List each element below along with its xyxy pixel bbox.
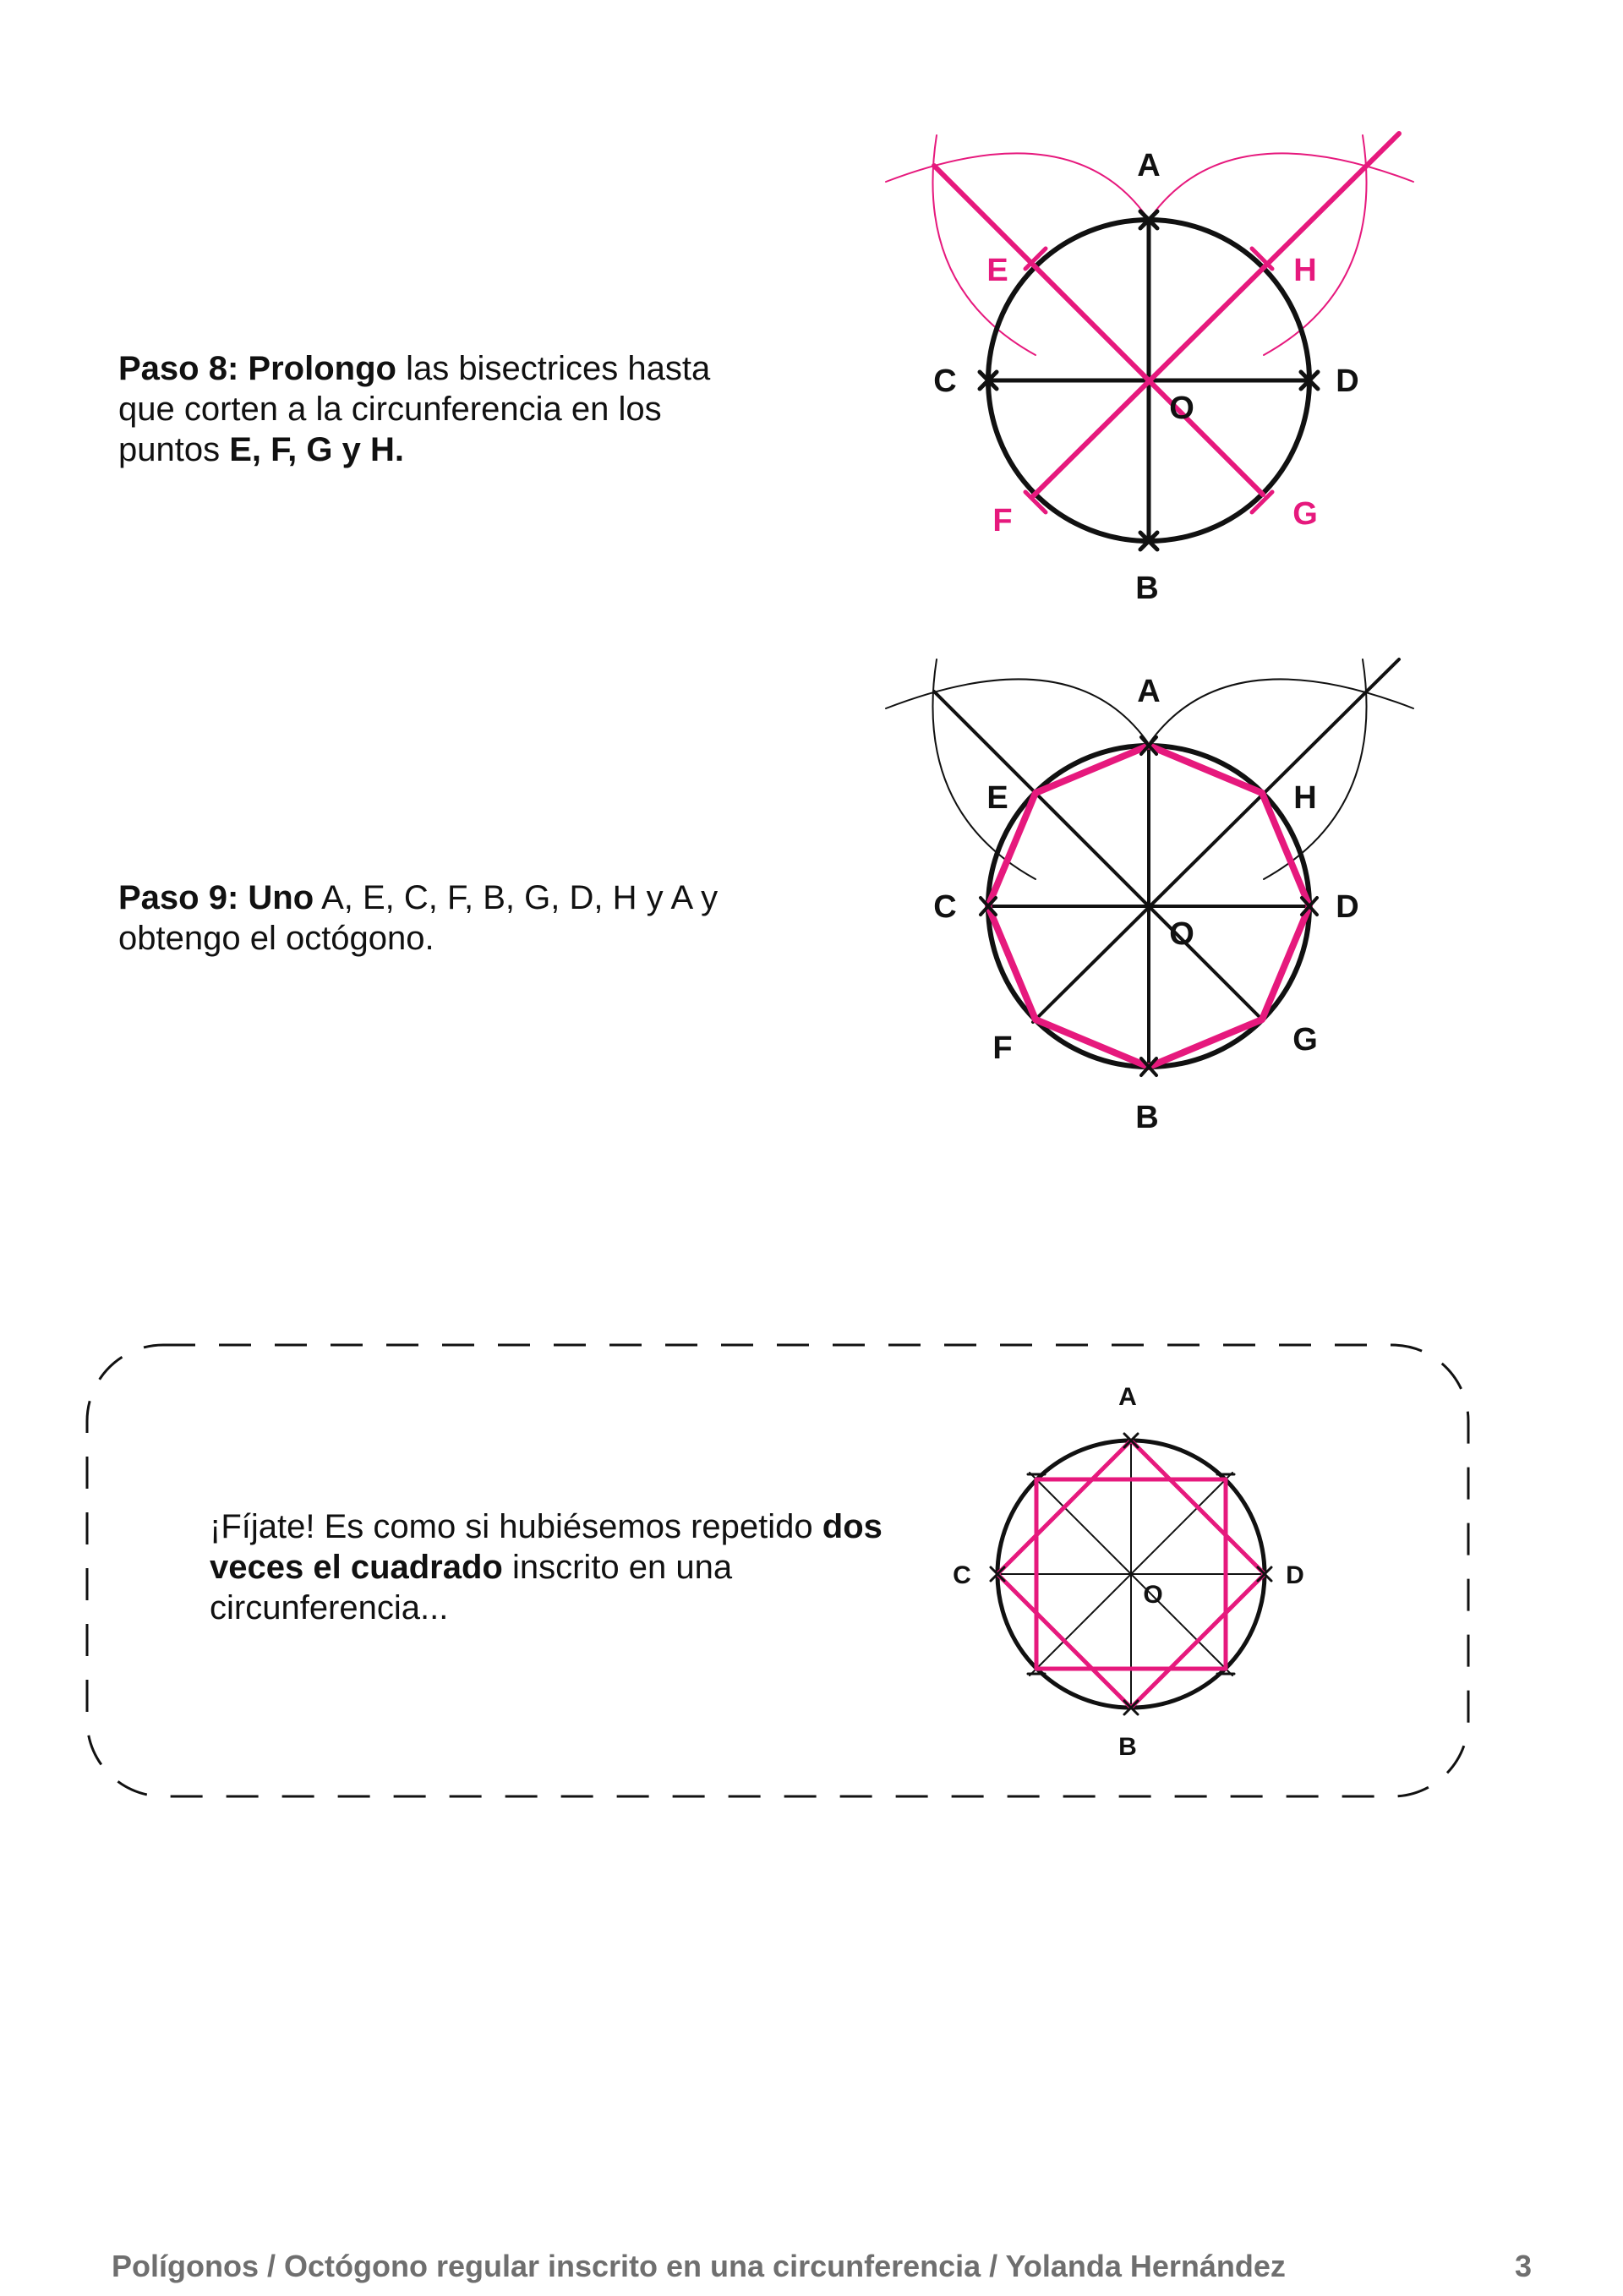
arc-left-lower [932,135,1036,355]
label-d: D [1286,1561,1304,1589]
label-h: H [1293,780,1317,816]
arc-left [886,153,1149,220]
label-g: G [1292,1022,1318,1058]
bisector-fh [1033,659,1399,1022]
label-a: A [1118,1383,1137,1411]
bisector-fh [1033,134,1399,496]
label-o: O [1169,391,1194,426]
bisector-eg [934,166,1263,495]
step-8-verb: Prolongo [248,350,396,387]
step-8-text [118,348,761,470]
label-c: C [953,1561,971,1589]
step-9-figure [879,651,1420,1141]
label-c: C [933,889,957,925]
step-9-text [118,877,761,959]
label-o: O [1169,916,1194,952]
label-d: D [1336,364,1359,399]
label-c: C [933,364,957,399]
step-9-label: Paso 9: [118,879,239,916]
page-number: 3 [1514,2249,1532,2283]
label-b: B [1135,1100,1159,1135]
step-9-body: A, E, C, F, B, G, D, H y A y obtengo el octógono. [118,879,719,957]
footer-title: Polígonos / Octógono regular inscrito en una circunferencia / Yolanda Hernández [112,2249,1286,2283]
note-rest: inscrito en una circunferencia... [210,1549,733,1626]
label-b: B [1118,1733,1137,1761]
note-text [210,1506,886,1628]
note-intro: ¡Fíjate! Es como si hubiésemos repetido [210,1508,822,1545]
step-9-verb: Uno [248,879,314,916]
arc-left [886,679,1149,744]
step-8-points: E, F, G y H. [229,431,404,468]
label-f: F [992,1030,1013,1066]
arc-left-lower [932,659,1036,879]
footer [112,2249,1532,2284]
step-8-figure [879,127,1420,626]
label-a: A [1137,148,1161,183]
label-o: O [1143,1581,1163,1609]
label-e: E [986,780,1008,816]
bisector-eg [934,692,1263,1020]
label-f: F [992,503,1013,538]
note-figure [938,1369,1327,1767]
label-b: B [1135,571,1159,606]
arc-right [1149,153,1413,220]
arc-right [1149,679,1413,744]
step-8-label: Paso 8: [118,350,239,387]
arc-right-lower [1264,659,1367,879]
label-e: E [986,253,1008,288]
label-g: G [1292,496,1318,532]
label-d: D [1336,889,1359,925]
label-a: A [1137,674,1161,709]
note-emphasis: dos veces el cuadrado [210,1508,883,1586]
arc-right-lower [1264,135,1367,355]
step-8-body: las bisectrices hasta que corten a la circunferencia en los puntos [118,350,711,468]
label-h: H [1293,253,1317,288]
